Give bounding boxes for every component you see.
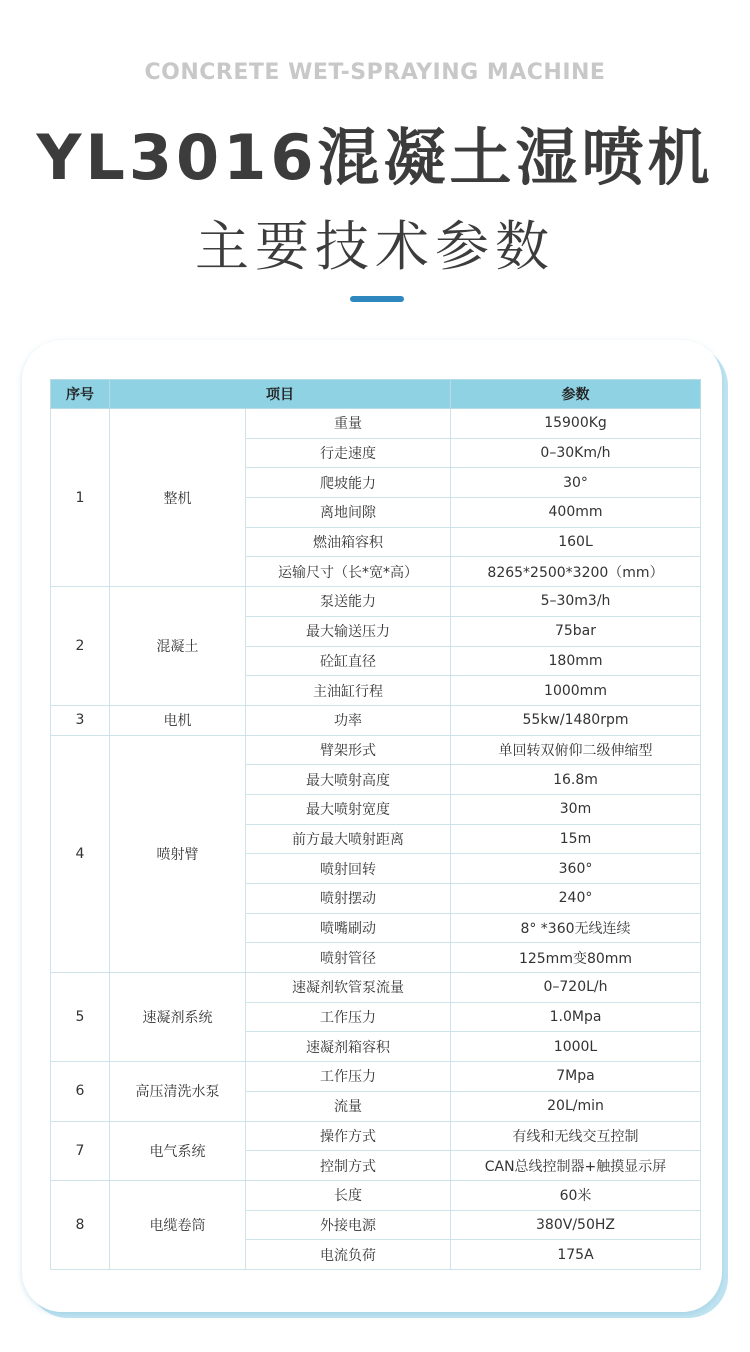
item-label: 喷射摆动: [246, 884, 451, 914]
table-row: [51, 1062, 701, 1092]
group-number: 4: [51, 735, 110, 973]
group-name: 混凝土: [110, 587, 246, 706]
group-number: 1: [51, 409, 110, 587]
table-header-row: [51, 380, 701, 409]
group-number: 2: [51, 587, 110, 706]
accent-divider: [350, 296, 404, 302]
item-label: 操作方式: [246, 1121, 451, 1151]
item-label: 泵送能力: [246, 587, 451, 617]
item-label: 最大喷射高度: [246, 765, 451, 795]
param-value: 5–30m3/h: [451, 587, 701, 617]
param-value: 15900Kg: [451, 409, 701, 439]
item-label: 控制方式: [246, 1151, 451, 1181]
item-label: 前方最大喷射距离: [246, 824, 451, 854]
item-label: 功率: [246, 705, 451, 735]
group-name: 喷射臂: [110, 735, 246, 973]
item-label: 主油缸行程: [246, 676, 451, 706]
item-label: 流量: [246, 1091, 451, 1121]
item-label: 燃油箱容积: [246, 527, 451, 557]
item-label: 重量: [246, 409, 451, 439]
item-label: 臂架形式: [246, 735, 451, 765]
header-no: 序号: [51, 380, 110, 409]
spec-table: [50, 379, 701, 1270]
table-row: [51, 1180, 701, 1210]
param-value: 0–30Km/h: [451, 438, 701, 468]
item-label: 砼缸直径: [246, 646, 451, 676]
item-label: 最大输送压力: [246, 616, 451, 646]
param-value: 380V/50HZ: [451, 1210, 701, 1240]
param-value: 单回转双俯仰二级伸缩型: [451, 735, 701, 765]
table-row: [51, 409, 701, 439]
param-value: 1000mm: [451, 676, 701, 706]
param-value: CAN总线控制器+触摸显示屏: [451, 1151, 701, 1181]
table-row: [51, 705, 701, 735]
param-value: 30m: [451, 794, 701, 824]
item-label: 喷射回转: [246, 854, 451, 884]
item-label: 运输尺寸（长*宽*高）: [246, 557, 451, 587]
item-label: 外接电源: [246, 1210, 451, 1240]
page-title: YL3016混凝土湿喷机: [36, 121, 714, 194]
param-value: 240°: [451, 884, 701, 914]
param-value: 1.0Mpa: [451, 1002, 701, 1032]
param-value: 60米: [451, 1180, 701, 1210]
group-name: 电机: [110, 705, 246, 735]
param-value: 30°: [451, 468, 701, 498]
item-label: 电流负荷: [246, 1240, 451, 1270]
group-number: 7: [51, 1121, 110, 1180]
item-label: 喷嘴刷动: [246, 913, 451, 943]
param-value: 360°: [451, 854, 701, 884]
param-value: 1000L: [451, 1032, 701, 1062]
group-name: 电气系统: [110, 1121, 246, 1180]
param-value: 20L/min: [451, 1091, 701, 1121]
item-label: 喷射管径: [246, 943, 451, 973]
param-value: 16.8m: [451, 765, 701, 795]
param-value: 175A: [451, 1240, 701, 1270]
param-value: 15m: [451, 824, 701, 854]
group-name: 速凝剂系统: [110, 973, 246, 1062]
table-row: [51, 973, 701, 1003]
param-value: 8° *360无线连续: [451, 913, 701, 943]
group-name: 高压清洗水泵: [110, 1062, 246, 1121]
item-label: 工作压力: [246, 1062, 451, 1092]
group-name: 电缆卷筒: [110, 1180, 246, 1269]
param-value: 400mm: [451, 498, 701, 528]
header-param: 参数: [451, 380, 701, 409]
subtitle-english: CONCRETE WET-SPRAYING MACHINE: [144, 60, 606, 85]
item-label: 长度: [246, 1180, 451, 1210]
item-label: 爬坡能力: [246, 468, 451, 498]
param-value: 180mm: [451, 646, 701, 676]
item-label: 速凝剂软管泵流量: [246, 973, 451, 1003]
param-value: 0–720L/h: [451, 973, 701, 1003]
item-label: 行走速度: [246, 438, 451, 468]
section-title: 主要技术参数: [195, 215, 555, 278]
item-label: 离地间隙: [246, 498, 451, 528]
table-row: [51, 735, 701, 765]
param-value: 160L: [451, 527, 701, 557]
group-number: 8: [51, 1180, 110, 1269]
item-label: 工作压力: [246, 1002, 451, 1032]
param-value: 55kw/1480rpm: [451, 705, 701, 735]
param-value: 7Mpa: [451, 1062, 701, 1092]
param-value: 有线和无线交互控制: [451, 1121, 701, 1151]
table-body: [51, 409, 701, 1270]
table-row: [51, 587, 701, 617]
group-name: 整机: [110, 409, 246, 587]
group-number: 6: [51, 1062, 110, 1121]
header-item: 项目: [110, 380, 451, 409]
item-label: 最大喷射宽度: [246, 794, 451, 824]
item-label: 速凝剂箱容积: [246, 1032, 451, 1062]
table-row: [51, 1121, 701, 1151]
param-value: 125mm变80mm: [451, 943, 701, 973]
param-value: 8265*2500*3200（mm）: [451, 557, 701, 587]
param-value: 75bar: [451, 616, 701, 646]
group-number: 5: [51, 973, 110, 1062]
group-number: 3: [51, 705, 110, 735]
